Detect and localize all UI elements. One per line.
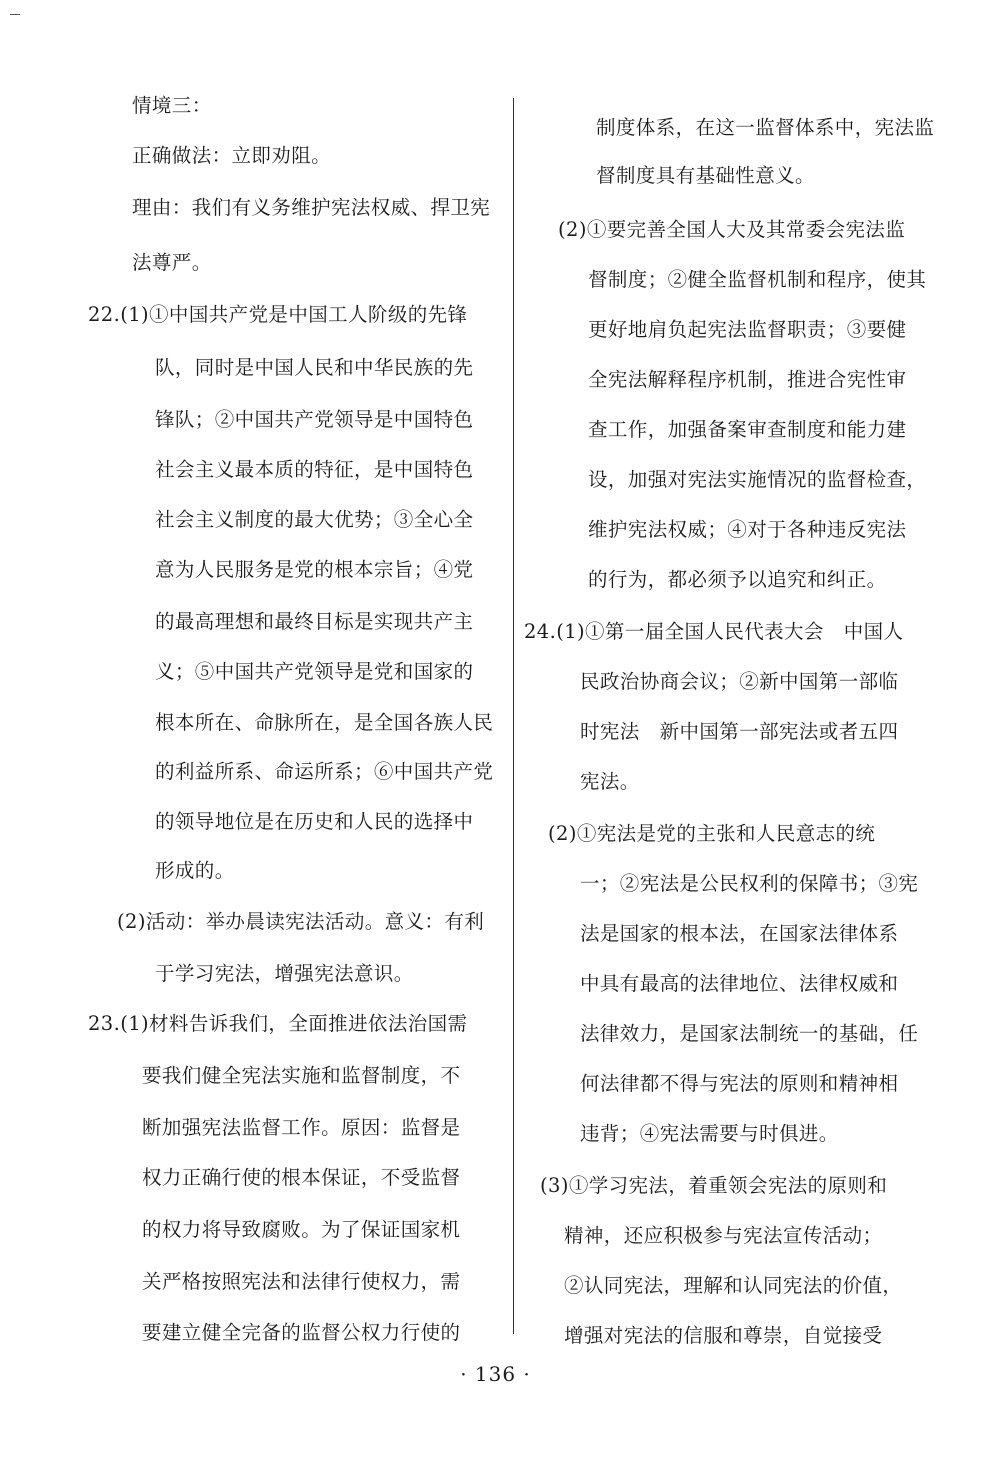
text-line: 的领导地位是在历史和人民的选择中 [155, 810, 474, 833]
text-line: 权力正确行使的根本保证，不受监督 [142, 1166, 461, 1189]
text-line: 社会主义制度的最大优势；③全心全 [155, 508, 474, 531]
text-line: 社会主义最本质的特征，是中国特色 [155, 458, 474, 481]
text-line: 民政治协商会议；②新中国第一部临 [580, 670, 899, 693]
text-line: 队，同时是中国人民和中华民族的先 [155, 356, 474, 379]
text-line: 精神，还应积极参与宪法宣传活动； [564, 1224, 883, 1247]
text-line: 法律效力，是国家法制统一的基础，任 [580, 1022, 919, 1045]
text-line: 根本所在、命脉所在，是全国各族人民 [155, 711, 494, 734]
text-line: 法尊严。 [132, 251, 212, 274]
text-line: (3)①学习宪法，着重领会宪法的原则和 [540, 1174, 888, 1197]
text-line: 的最高理想和最终目标是实现共产主 [155, 610, 474, 633]
text-line: 法是国家的根本法，在国家法律体系 [580, 922, 899, 945]
text-line: 时宪法 新中国第一部宪法或者五四 [580, 720, 899, 743]
text-line: 要我们健全宪法实施和监督制度，不 [142, 1064, 461, 1087]
question-22-line: 22.(1)①中国共产党是中国工人阶级的先锋 [88, 303, 468, 326]
text-line: 增强对宪法的信服和尊崇，自觉接受 [564, 1324, 883, 1347]
text-line: 督制度；②健全监督机制和程序，使其 [588, 268, 927, 291]
crop-mark [10, 14, 20, 15]
text-line: 设，加强对宪法实施情况的监督检查， [588, 468, 927, 491]
text-line: 违背；④宪法需要与时俱进。 [580, 1122, 839, 1145]
text-line: ②认同宪法，理解和认同宪法的价值， [564, 1274, 903, 1297]
text-line: 宪法。 [580, 770, 640, 793]
text-line: 于学习宪法，增强宪法意识。 [155, 962, 414, 985]
question-24-line: 24.(1)①第一届全国人民代表大会 中国人 [524, 620, 904, 643]
text-line: 维护宪法权威；④对于各种违反宪法 [588, 518, 907, 541]
text-line: 义；⑤中国共产党领导是党和国家的 [155, 660, 474, 683]
text-line: (2)①宪法是党的主张和人民意志的统 [548, 822, 876, 845]
text-line: 断加强宪法监督工作。原因：监督是 [142, 1116, 461, 1139]
text-line: 理由：我们有义务维护宪法权威、捍卫宪 [132, 196, 491, 219]
text-line: 意为人民服务是党的根本宗旨；④党 [155, 558, 474, 581]
column-divider [513, 98, 514, 1334]
page-number: · 136 · [460, 1362, 531, 1386]
text-line: 何法律都不得与宪法的原则和精神相 [580, 1072, 899, 1095]
text-line: 的利益所系、命运所系；⑥中国共产党 [155, 760, 494, 783]
text-line: 关严格按照宪法和法律行使权力，需 [142, 1270, 461, 1293]
text-line: 要建立健全完备的监督公权力行使的 [142, 1321, 461, 1344]
text-line: 的权力将导致腐败。为了保证国家机 [142, 1218, 461, 1241]
text-line: 正确做法：立即劝阻。 [132, 144, 332, 167]
text-line: 的行为，都必须予以追究和纠正。 [588, 568, 887, 591]
text-line: 中具有最高的法律地位、法律权威和 [580, 972, 899, 995]
text-line: 一；②宪法是公民权利的保障书；③宪 [580, 872, 919, 895]
question-23-line: 23.(1)材料告诉我们，全面推进依法治国需 [88, 1012, 468, 1035]
text-line: 制度体系，在这一监督体系中，宪法监 [596, 116, 935, 139]
text-line: (2)活动：举办晨读宪法活动。意义：有利 [117, 910, 485, 933]
text-line: 全宪法解释程序机制，推进合宪性审 [588, 368, 907, 391]
text-line: 更好地肩负起宪法监督职责；③要健 [588, 318, 907, 341]
text-line: 锋队；②中国共产党领导是中国特色 [155, 408, 474, 431]
text-line: 查工作，加强备案审查制度和能力建 [588, 418, 907, 441]
text-line: 督制度具有基础性意义。 [596, 164, 815, 187]
text-line: 形成的。 [155, 859, 235, 882]
text-line: 情境三： [132, 94, 212, 117]
text-line: (2)①要完善全国人大及其常委会宪法监 [558, 218, 906, 241]
